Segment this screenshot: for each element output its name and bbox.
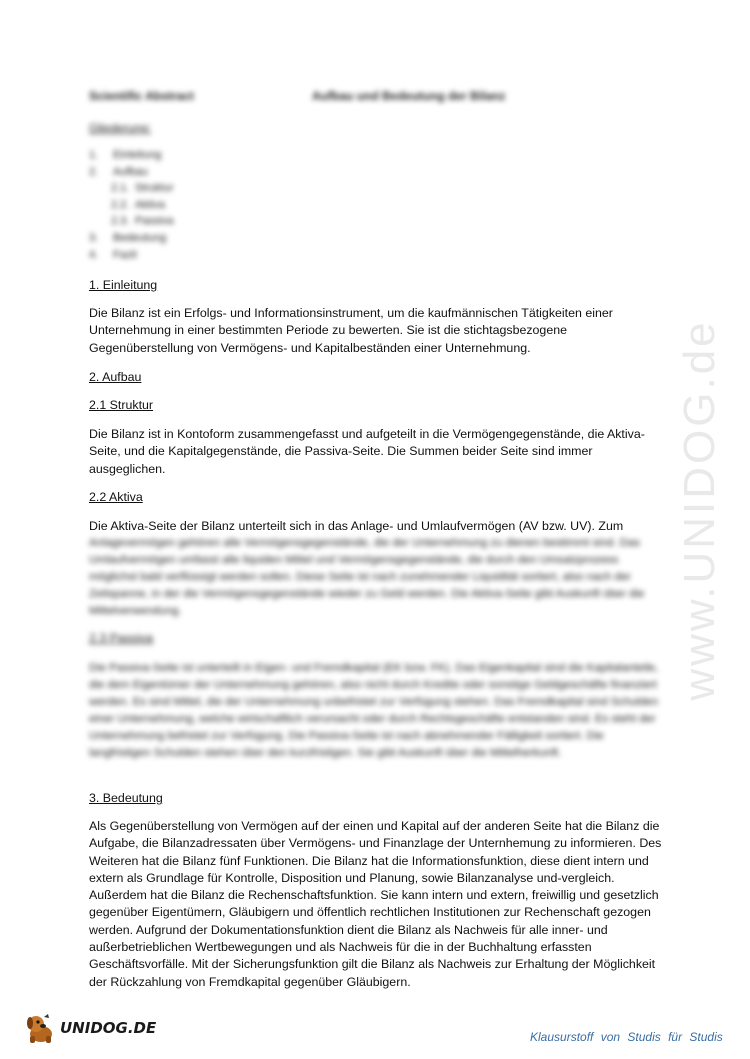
heading-bedeutung-wrap [89,790,661,807]
heading-aufbau-wrap [89,369,661,386]
toc-subitem: 2.1. Struktur [111,182,174,195]
heading-struktur: 2.1 Struktur [89,398,154,412]
logo-text: UNIDOG.DE [60,1019,157,1037]
section-passiva-body [89,660,661,762]
toc-item: 2. Aufbau [89,165,148,178]
section-struktur-body [89,426,661,478]
heading-aktiva-wrap [89,489,661,506]
header-right: Aufbau und Bedeutung der Bilanz [312,89,506,103]
heading-bedeutung: 3. Bedeutung [89,791,163,805]
section-bedeutung-body [89,818,663,991]
watermark-text: www.UNIDOG.de [675,319,724,701]
dog-mascot-icon [24,1012,58,1044]
heading-aktiva: 2.2 Aktiva [89,490,143,504]
toc-subitem: 2.3. Passiva [111,215,174,228]
toc-item: 1. Einleitung [89,149,162,161]
toc-subitem: 2.2. Aktiva [111,198,165,211]
section-einleitung-body [89,305,661,357]
footer-logo [24,1012,156,1044]
paragraph-bedeutung: Als Gegenüberstellung von Vermögen auf der einen und Kapital auf der anderen Seite hat die Bilanz die Aufgabe, die Bilanzadressaten über Vermögens- und Finanzlage der Unternhemung zu informieren. Des Weiteren hat die Bilanz fünf Funktionen. Die Bilanz hat die Informationsfunktion, diese dient intern und extern als Grundlage für Kontrolle, Disposition und Planung, sowie Bilanzanalyse und-vergleich. Außerdem hat die Bilanz die Rechenschaftsfunktion. Sie kann intern und extern, freiwillig und gesetzlich gegenüber Eigentümern, Gläubigern und öffentlich rechtlichen Institutionen zur Rechenschaft gezogen werden. Aufgrund der Dokumentationsfunktion dient die Bilanz als Nachweis für alle inner- und außerbetrieblichen Wertbewegungen und als Nachweis für die in der Buchhaltung erfassten Geschäftsvorfälle. Mit der Sicherungsfunktion gilt die Bilanz als Nachweis zur Erhaltung der Möglichkeit der Rückzahlung von Fremdkapital gegenüber Gläubigern. [89,819,662,989]
header-left: Scientific Abstract [89,89,194,103]
heading-struktur-wrap [89,397,661,414]
paragraph-passiva: Die Passiva-Seite ist unterteilt in Eigen- und Fremdkapital (EK bzw. FK). Das Eigenkapital sind die Kapitalanteile, die dem Eigentümer der Unternehmung gehören, also nicht durch Kredite oder sonstige Geldgeschäfte finanziert werden. Es sind Mittel, die der Unternehmung unbefristet zur Verfügung stehen. Das Fremdkapital sind Schulden einer Unternehmung, welche wirtschaftlich verursacht oder durch Rechtsgeschäfte entstanden sind. Es steht der Unternehmung befristet zur Verfügung. Die Passiva-Seite ist nach abnehmender Fälligkeit sortiert. Die langfristigen Schulden stehen über den kurzfristigen. Sie gibt Auskunft über die Mittelherkunft. [89,662,659,759]
heading-passiva: 2.3 Passiva [89,631,154,645]
paragraph-einleitung: Die Bilanz ist ein Erfolgs- und Informationsinstrument, um die kaufmännischen Tätigkeiten einer Unternehmung in einer bestimmten Periode zu bewerten. Sie ist die stichtagsbezogene Gegenüberstellung von Vermögens- und Kapitalbeständen einer Unternehmung. [89,306,613,355]
section-aktiva-body [89,518,661,620]
toc-item: 3. Bedeutung [89,231,167,244]
paragraph-aktiva-visible: Die Aktiva-Seite der Bilanz unterteilt sich in das Anlage- und Umlaufvermögen (AV bzw. UV). Zum [89,519,624,533]
heading-aufbau: 2. Aufbau [89,370,142,384]
footer-tagline: Klausurstoff von Studis für Studis [530,1030,723,1044]
paragraph-aktiva-blurred: Anlagevermögen gehören alle Vermögensgegenstände, die der Unternehmung zu dienen bestimmt sind. Das Umlaufvermögen umfasst alle liquiden Mittel und Vermögensgegenstände, die durch den Umsatzprozess möglichst bald verflüssigt werden sollen. Diese Seite ist nach zunehmender Liquidität sortiert, also nach der Zeitspanne, in der die Vermögensgegenstände wieder zu Geld werden. Die Aktiva-Seite gibt Auskunft über die Mittelverwendung. [89,537,645,618]
paragraph-struktur: Die Bilanz ist in Kontoform zusammengefasst und aufgeteilt in die Vermögengegenstände, die Aktiva-Seite, und die Kapitalgegenstände, die Passiva-Seite. Die Summen beider Seite sind immer ausgeglichen. [89,427,645,476]
toc-title: Gliederung: [89,121,152,135]
heading-einleitung: 1. Einleitung [89,278,158,292]
section-einleitung [89,277,661,294]
table-of-contents [89,147,174,263]
heading-passiva-wrap [89,630,661,647]
toc-item: 4. Fazit [89,248,137,261]
